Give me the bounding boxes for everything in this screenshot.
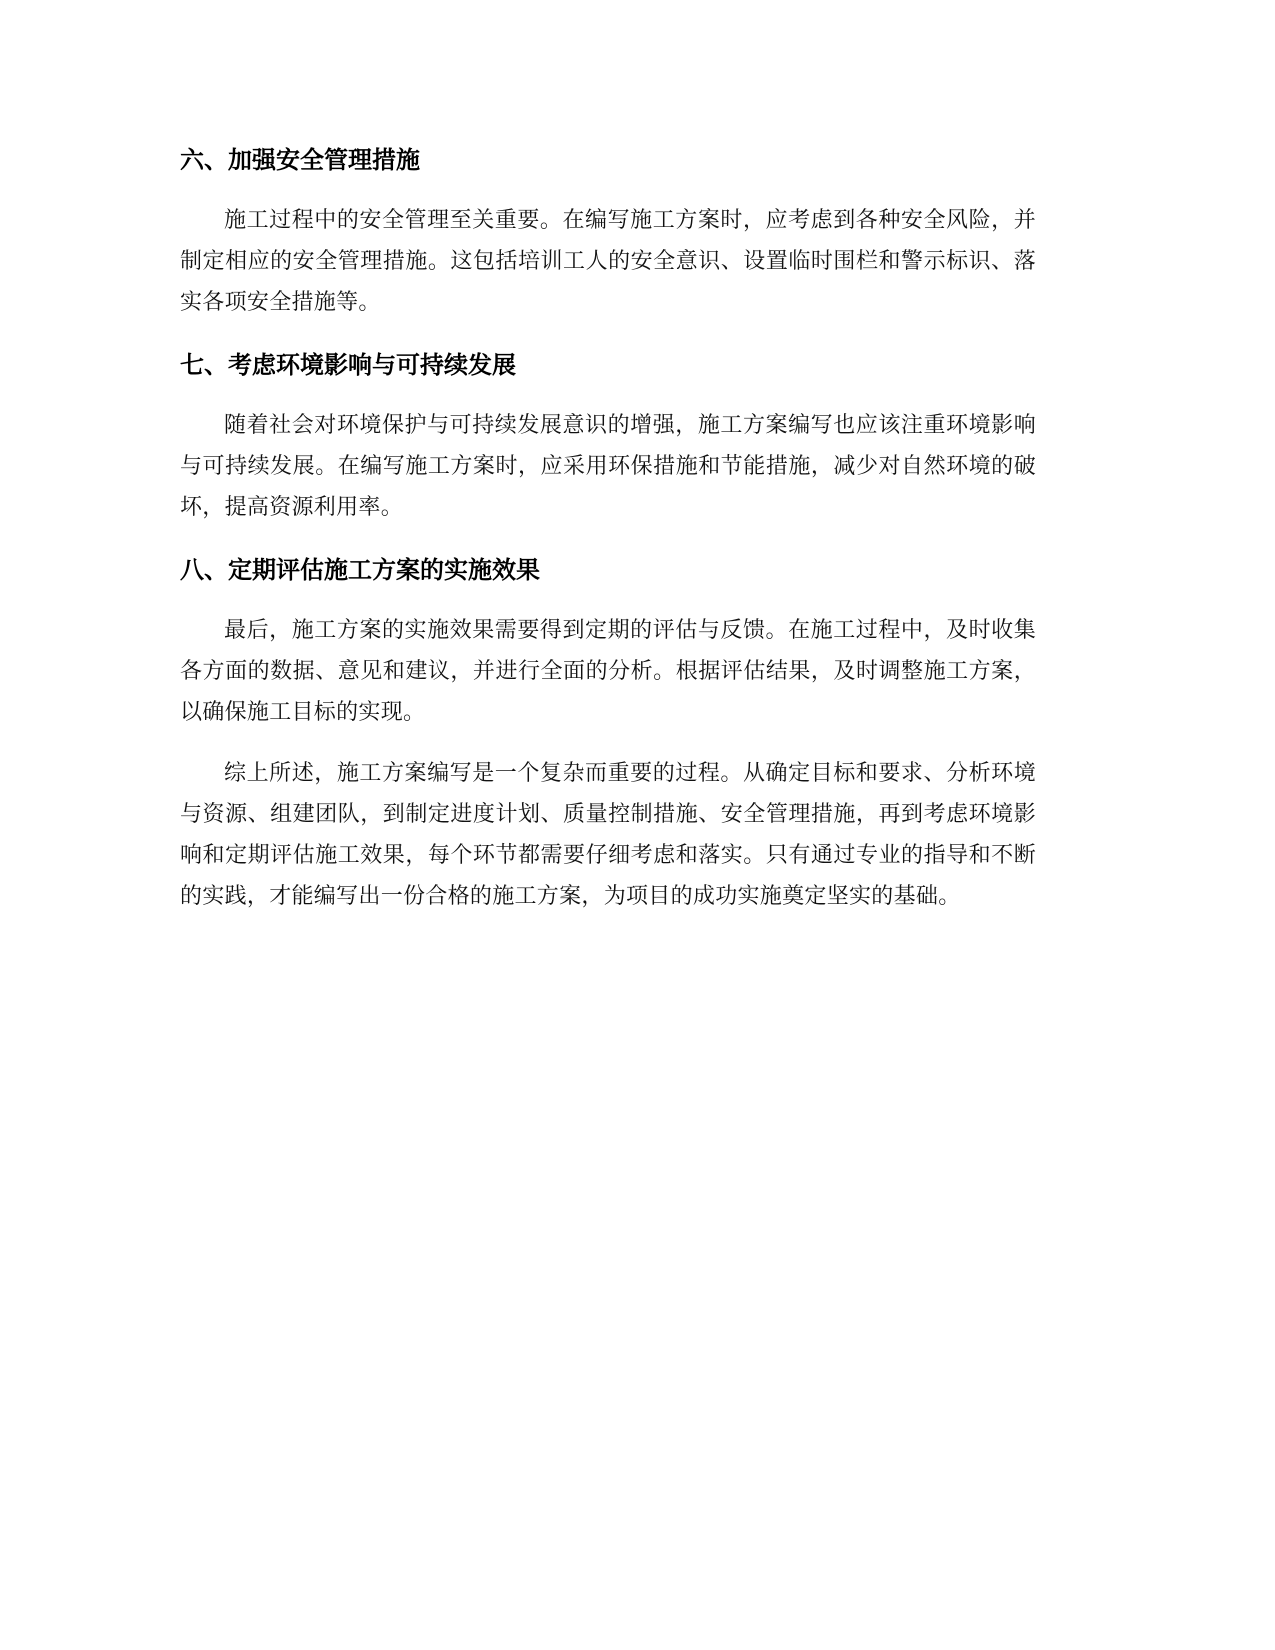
section-heading-evaluation: 八、定期评估施工方案的实施效果 bbox=[180, 556, 540, 584]
summary-paragraph: 综上所述，施工方案编写是一个复杂而重要的过程。从确定目标和要求、分析环境与资源、组建团队，到制定进度计划、质量控制措施、安全管理措施，再到考虑环境影响和定期评估施工效果，每个环节都需要仔细考虑和落实。只有通过专业的指导和不断的实践，才能编写出一份合格的施工方案，为项目的成功实施奠定坚实的基础。 bbox=[180, 761, 1036, 909]
document-page bbox=[180, 140, 1036, 917]
section-paragraph-environment: 随着社会对环境保护与可持续发展意识的增强，施工方案编写也应该注重环境影响与可持续发展。在编写施工方案时，应采用环保措施和节能措施，减少对自然环境的破坏，提高资源利用率。 bbox=[180, 413, 1036, 520]
section-heading-environment: 七、考虑环境影响与可持续发展 bbox=[180, 351, 516, 379]
section-paragraph-evaluation: 最后，施工方案的实施效果需要得到定期的评估与反馈。在施工过程中，及时收集各方面的数据、意见和建议，并进行全面的分析。根据评估结果，及时调整施工方案，以确保施工目标的实现。 bbox=[180, 618, 1036, 725]
section-paragraph-safety: 施工过程中的安全管理至关重要。在编写施工方案时，应考虑到各种安全风险，并制定相应的安全管理措施。这包括培训工人的安全意识、设置临时围栏和警示标识、落实各项安全措施等。 bbox=[180, 208, 1036, 315]
section-heading-safety: 六、加强安全管理措施 bbox=[180, 146, 420, 174]
